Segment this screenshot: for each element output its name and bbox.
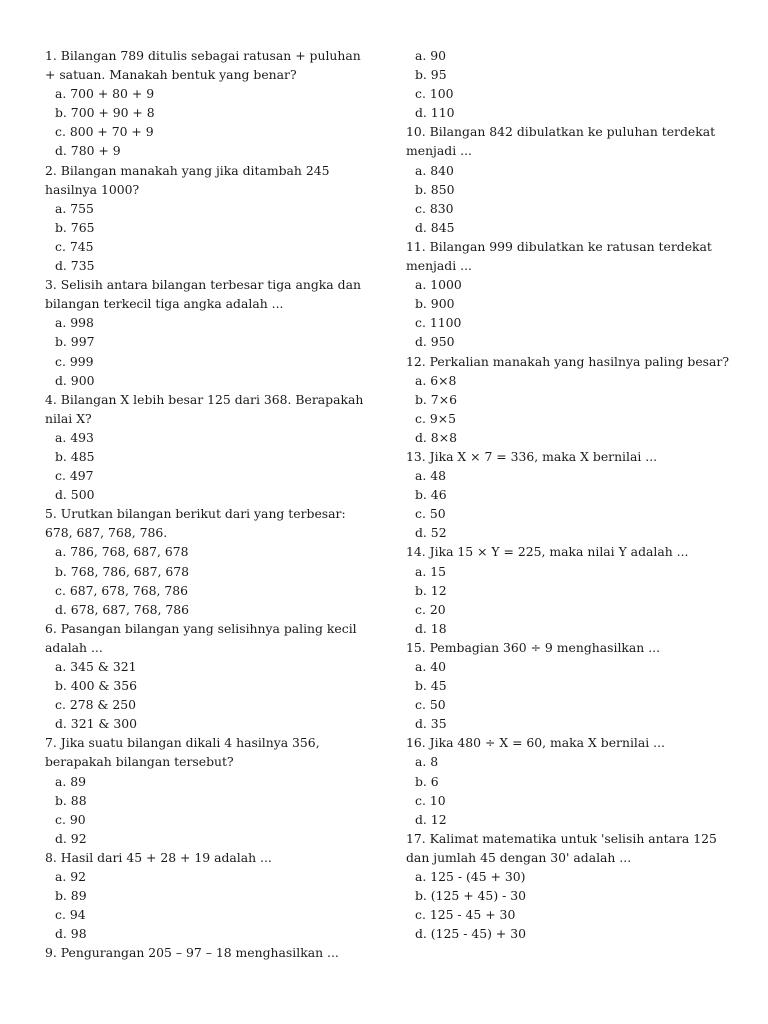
answer-option: d. 52 <box>415 525 447 541</box>
question-text: 16. Jika 480 ÷ X = 60, maka X bernilai ... <box>406 735 665 751</box>
answer-options <box>45 867 375 943</box>
left-column <box>45 46 375 963</box>
answer-option: c. 687, 678, 768, 786 <box>55 582 189 598</box>
answer-option: c. 278 & 250 <box>55 697 137 713</box>
answer-option: b. 45 <box>415 678 447 694</box>
question-block <box>45 943 375 962</box>
question-text: 8. Hasil dari 45 + 28 + 19 adalah ... <box>45 849 272 865</box>
answer-option: b. 89 <box>55 888 87 904</box>
question-text: 11. Bilangan 999 dibulatkan ke ratusan terdekat menjadi ... <box>406 238 712 274</box>
question-text: 3. Selisih antara bilangan terbesar tiga angka dan bilangan terkecil tiga angka adalah ... <box>45 277 361 312</box>
answer-option: a. 40 <box>415 659 447 674</box>
answer-options <box>406 752 736 828</box>
answer-option: a. 998 <box>55 315 94 331</box>
answer-option: b. 400 & 356 <box>55 678 138 694</box>
answer-option: b. (125 + 45) - 30 <box>415 888 526 904</box>
answer-options <box>406 275 736 351</box>
answer-option: b. 485 <box>55 448 95 464</box>
answer-option: b. 6 <box>415 773 439 789</box>
answer-options <box>406 161 736 237</box>
answer-option: c. 50 <box>415 697 446 713</box>
question-text: 9. Pengurangan 205 – 97 – 18 menghasilkan ... <box>45 945 339 961</box>
answer-options <box>406 657 736 733</box>
answer-option: a. 493 <box>55 429 94 445</box>
answer-options <box>45 657 375 733</box>
answer-options <box>45 313 375 389</box>
answer-option: a. 125 - (45 + 30) <box>415 869 526 885</box>
answer-option: d. 92 <box>55 830 87 846</box>
answer-option: d. 12 <box>415 811 447 827</box>
question-text: 14. Jika 15 × Y = 225, maka nilai Y adalah ... <box>406 544 689 560</box>
answer-option: d. 678, 687, 768, 786 <box>55 601 190 617</box>
question-block <box>45 619 375 734</box>
answer-option: c. 20 <box>415 601 446 617</box>
answer-option: a. 8 <box>415 754 439 770</box>
answer-option: c. 125 - 45 + 30 <box>415 907 516 923</box>
answer-option: a. 786, 768, 687, 678 <box>55 544 189 560</box>
question-text: 4. Bilangan X lebih besar 125 dari 368. Berapakah nilai X? <box>45 391 364 426</box>
answer-option: b. 850 <box>415 181 455 197</box>
answer-option: c. 497 <box>55 468 94 484</box>
question-block <box>406 829 736 944</box>
question-block <box>406 122 736 237</box>
question-block <box>406 237 736 352</box>
question-block <box>45 161 375 276</box>
answer-options <box>406 371 736 447</box>
answer-option: d. 950 <box>415 334 455 350</box>
answer-option: b. 95 <box>415 67 447 83</box>
answer-option: a. 15 <box>415 563 447 579</box>
answer-options <box>45 199 375 275</box>
question-block <box>406 733 736 828</box>
answer-option: d. 18 <box>415 620 447 636</box>
answer-option: b. 12 <box>415 582 447 598</box>
question-text: 15. Pembagian 360 ÷ 9 menghasilkan ... <box>406 639 661 655</box>
answer-option: d. 780 + 9 <box>55 143 121 159</box>
answer-options <box>45 542 375 618</box>
answer-option: d. (125 - 45) + 30 <box>415 926 526 942</box>
answer-option: a. 90 <box>415 48 447 63</box>
question-text: 10. Bilangan 842 dibulatkan ke puluhan terdekat menjadi ... <box>406 124 716 159</box>
answer-option: d. 845 <box>415 219 455 235</box>
answer-option: b. 88 <box>55 792 87 808</box>
answer-option: c. 90 <box>55 811 86 827</box>
answer-option: c. 94 <box>55 907 86 923</box>
answer-option: d. 735 <box>55 258 95 274</box>
answer-option: c. 1100 <box>415 315 462 331</box>
question-block <box>45 390 375 505</box>
answer-option: c. 745 <box>55 238 94 254</box>
question-block <box>406 447 736 542</box>
question-text: 12. Perkalian manakah yang hasilnya paling besar? <box>406 353 729 369</box>
answer-option: a. 89 <box>55 773 87 789</box>
question-text: 1. Bilangan 789 ditulis sebagai ratusan + puluhan + satuan. Manakah bentuk yang benar? <box>45 48 361 83</box>
answer-option: b. 700 + 90 + 8 <box>55 105 155 121</box>
answer-option: a. 92 <box>55 869 87 885</box>
answer-option: c. 830 <box>415 200 454 216</box>
answer-option: d. 500 <box>55 487 95 503</box>
question-block <box>45 733 375 848</box>
answer-option: b. 46 <box>415 487 447 503</box>
answer-option: c. 10 <box>415 792 446 808</box>
question-text: 6. Pasangan bilangan yang selisihnya paling kecil adalah ... <box>45 620 357 655</box>
answer-option: a. 48 <box>415 468 447 484</box>
answer-option: d. 110 <box>415 105 455 121</box>
question-block <box>406 638 736 733</box>
answer-option: a. 1000 <box>415 277 462 293</box>
question-text: 2. Bilangan manakah yang jika ditambah 245 hasilnya 1000? <box>45 162 330 197</box>
answer-option: a. 345 & 321 <box>55 659 137 674</box>
question-text: 7. Jika suatu bilangan dikali 4 hasilnya 356, berapakah bilangan tersebut? <box>45 735 320 770</box>
answer-option: a. 755 <box>55 200 94 216</box>
answer-option: d. 35 <box>415 716 447 732</box>
answer-option: d. 98 <box>55 926 87 942</box>
answer-option: a. 840 <box>415 162 454 178</box>
answer-options <box>45 772 375 848</box>
answer-option: c. 9×5 <box>415 410 456 426</box>
answer-option: c. 50 <box>415 506 446 522</box>
answer-option: c. 100 <box>415 86 454 102</box>
answer-option: c. 800 + 70 + 9 <box>55 124 154 140</box>
question-text: 17. Kalimat matematika untuk 'selisih antara 125 dan jumlah 45 dengan 30' adalah ... <box>406 830 717 865</box>
question-text: 13. Jika X × 7 = 336, maka X bernilai ... <box>406 448 658 464</box>
answer-options <box>406 46 736 122</box>
question-text: 5. Urutkan bilangan berikut dari yang terbesar: 678, 687, 768, 786. <box>45 506 346 541</box>
question-block <box>406 352 736 447</box>
answer-options <box>406 867 736 943</box>
question-block <box>406 46 736 122</box>
answer-option: d. 8×8 <box>415 429 457 445</box>
answer-options <box>406 562 736 638</box>
answer-option: b. 765 <box>55 219 95 235</box>
question-block <box>45 848 375 943</box>
right-column <box>406 46 736 943</box>
question-block <box>406 542 736 637</box>
answer-option: b. 768, 786, 687, 678 <box>55 563 190 579</box>
answer-option: b. 997 <box>55 334 95 350</box>
answer-options <box>45 84 375 160</box>
answer-option: c. 999 <box>55 353 94 369</box>
question-block <box>45 504 375 619</box>
answer-option: b. 7×6 <box>415 391 457 407</box>
answer-option: a. 700 + 80 + 9 <box>55 86 155 102</box>
question-block <box>45 46 375 161</box>
answer-options <box>406 466 736 542</box>
answer-options <box>45 428 375 504</box>
answer-option: a. 6×8 <box>415 372 457 388</box>
answer-option: d. 900 <box>55 372 95 388</box>
answer-option: d. 321 & 300 <box>55 716 138 732</box>
answer-option: b. 900 <box>415 296 455 312</box>
question-block <box>45 275 375 390</box>
